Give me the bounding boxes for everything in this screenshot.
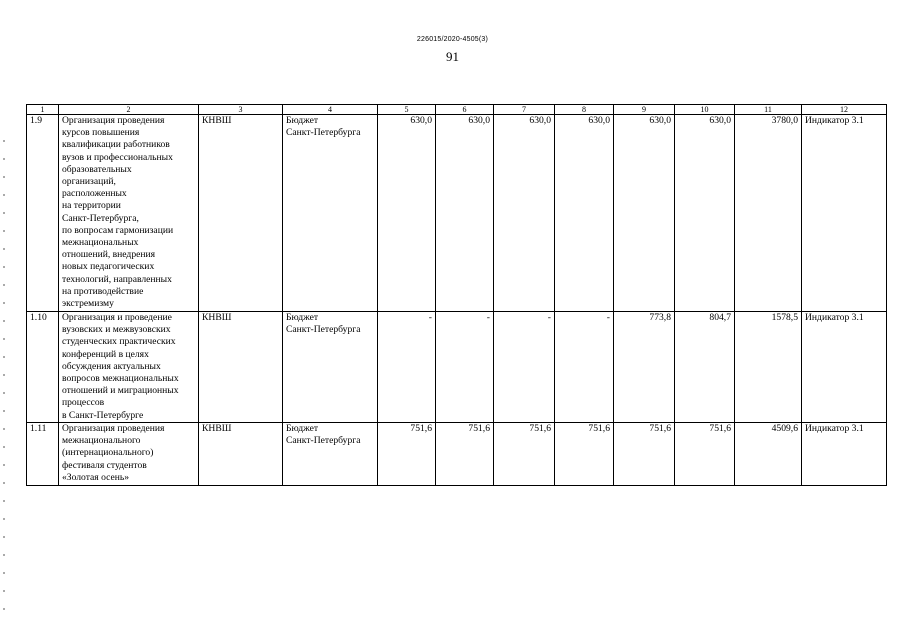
executor-cell: КНВШ	[199, 312, 283, 423]
scan-margin-marks	[3, 140, 5, 610]
value-cell: 804,7	[675, 312, 735, 423]
value-cell: 751,6	[494, 423, 555, 486]
value-cell: 751,6	[675, 423, 735, 486]
value-cell: 751,6	[436, 423, 494, 486]
value-cell: -	[494, 312, 555, 423]
value-cell: 630,0	[378, 115, 436, 312]
col-header: 11	[735, 105, 802, 115]
executor-cell: КНВШ	[199, 423, 283, 486]
table-row	[27, 115, 887, 312]
value-cell: -	[378, 312, 436, 423]
column-number-row	[27, 105, 887, 115]
value-cell: -	[436, 312, 494, 423]
value-cell: 773,8	[614, 312, 675, 423]
page-number: 91	[446, 49, 459, 64]
program-table	[26, 104, 887, 486]
activity-cell: Организация проведения межнационального (интернационального) фестиваля студентов «Золотая осень»	[59, 423, 199, 486]
col-header: 9	[614, 105, 675, 115]
col-header: 12	[802, 105, 887, 115]
funding-source-cell: Бюджет Санкт-Петербурга	[283, 312, 378, 423]
activity-cell: Организация и проведение вузовских и межвузовских студенческих практических конференций в целях обсуждения актуальных вопросов межнациональных отношений и миграционных процессов в Санкт-Петербурге	[59, 312, 199, 423]
value-cell: 630,0	[436, 115, 494, 312]
indicator-cell: Индикатор 3.1	[802, 423, 887, 486]
table-row	[27, 423, 887, 486]
total-cell: 3780,0	[735, 115, 802, 312]
row-number: 1.9	[27, 115, 59, 312]
activity-cell: Организация проведения курсов повышения квалификации работников вузов и профессиональных образовательных организаций, расположенных на территории Санкт-Петербурга, по вопросам гармонизации межнациональных отношений, внедрения новых педагогических технологий, направленных на противодействие экстремизму	[59, 115, 199, 312]
col-header: 4	[283, 105, 378, 115]
funding-source-cell: Бюджет Санкт-Петербурга	[283, 115, 378, 312]
funding-source-cell: Бюджет Санкт-Петербурга	[283, 423, 378, 486]
row-number: 1.10	[27, 312, 59, 423]
row-number: 1.11	[27, 423, 59, 486]
col-header: 2	[59, 105, 199, 115]
executor-cell: КНВШ	[199, 115, 283, 312]
table-row	[27, 312, 887, 423]
col-header: 6	[436, 105, 494, 115]
value-cell: -	[555, 312, 614, 423]
value-cell: 630,0	[555, 115, 614, 312]
total-cell: 4509,6	[735, 423, 802, 486]
document-code: 226015/2020-4505(3)	[416, 36, 489, 43]
value-cell: 751,6	[614, 423, 675, 486]
col-header: 10	[675, 105, 735, 115]
value-cell: 630,0	[675, 115, 735, 312]
value-cell: 630,0	[494, 115, 555, 312]
col-header: 7	[494, 105, 555, 115]
indicator-cell: Индикатор 3.1	[802, 312, 887, 423]
value-cell: 751,6	[555, 423, 614, 486]
value-cell: 630,0	[614, 115, 675, 312]
indicator-cell: Индикатор 3.1	[802, 115, 887, 312]
total-cell: 1578,5	[735, 312, 802, 423]
col-header: 5	[378, 105, 436, 115]
value-cell: 751,6	[378, 423, 436, 486]
col-header: 1	[27, 105, 59, 115]
col-header: 8	[555, 105, 614, 115]
col-header: 3	[199, 105, 283, 115]
